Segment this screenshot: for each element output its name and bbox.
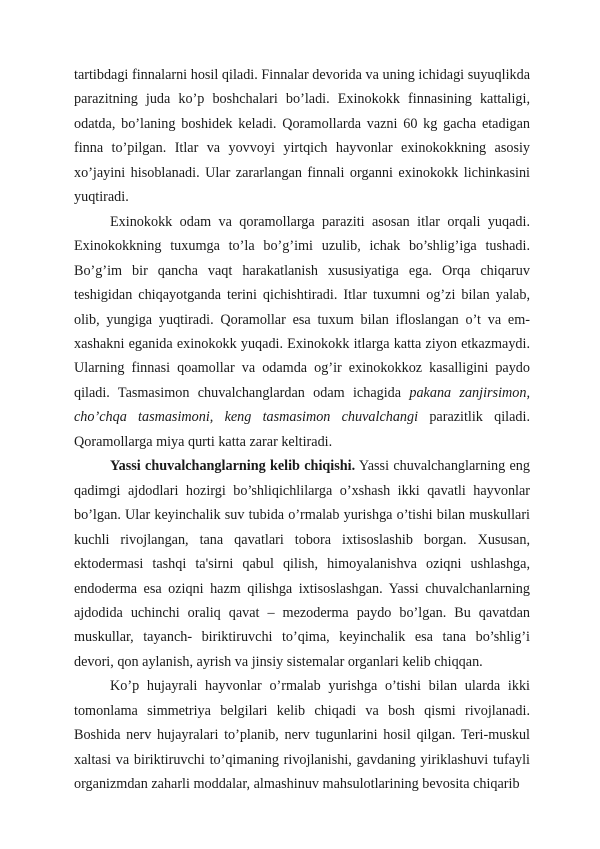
paragraph-3 [74, 454, 530, 674]
paragraph-2-text: Exinokokk odam va qoramollarga paraziti asosan itlar orqali yuqadi. Exinokokkning tuxumga to’la bo’g’imi uzulib, ichak bo’shlig’iga tushadi. Bo’g’im bir qancha vaqt harakatlanish xususiyatiga ega. Orqa chiqaruv teshigidan chiqayotganda terini qichishtiradi. Itlar tuxumni og’zi bilan yalab, olib, yungiga yuqtiradi. Qoramollar esa tuxum bilan ifloslangan o’t va em-xashakni eganida exinokokk yuqadi. Exinokokk itlarga katta ziyon etkazmaydi. Ularning finnasi qoamollar va odamda og’ir exinokokkoz kasalligini paydo qiladi. Tasmasimon chuvalchanglardan odam ichagida [74, 213, 530, 401]
paragraph-2 [74, 210, 530, 455]
section-heading: Yassi chuvalchanglarning kelib chiqishi. [110, 458, 356, 475]
document-page [74, 63, 530, 797]
paragraph-4: Ko’p hujayrali hayvonlar o’rmalab yurishga o’tishi bilan ularda ikki tomonlama simmetriya belgilari kelib chiqadi va bosh qismi rivojlanadi. Boshida nerv hujayralari to’planib, nerv tugunlarini hosil qilgan. Teri-muskul xaltasi va biriktiruvchi to’qimaning rivojlanishi, gavdaning yiriklashuvi tufayli organizmdan zaharli moddalar, almashinuv mahsulotlarining bevosita chiqarib [74, 678, 530, 793]
paragraph-1: tartibdagi finnalarni hosil qiladi. Finnalar devorida va uning ichidagi suyuqlikda parazitning juda ko’p boshchalari bo’ladi. Exinokokk finnasining kattaligi, odatda, bo’laning boshidek keladi. Qoramollarda vazni 60 kg gacha etadigan finna to’pilgan. Itlar va yovvoyi yirtqich hayvonlar exinokokkning asosiy xo’jayini hisoblanadi. Ular zararlangan finnali organni exinokokk lichinkasini yuqtiradi. [74, 67, 530, 206]
paragraph-2-end: parazitlik qiladi. Qoramollarga miya qurti katta zarar keltiradi. [74, 409, 530, 450]
paragraph-3-text: Yassi chuvalchanglarning eng qadimgi ajdodlari hozirgi bo’shliqichlilarga o’xshash ikki qavatli hayvonlar bo’lgan. Ular keyinchalik suv tubida o’rmalab yurishga o’tishi bilan muskullari kuchli rivojlangan, tana qavatlari tobora ixtisoslashib borgan. Xususan, ektodermasi tashqi ta'sirni qabul qilish, himoyalanishva oziqni ushlashga, endoderma esa oziqni hazm qilishga ixtisoslashgan. Yassi chuvalchanlarning ajdodida uchinchi oraliq qavat – mezoderma paydo bo’lgan. Bu qavatdan muskullar, tayanch- biriktiruvchi to’qima, keyinchalik esa tana bo’shlig’i devori, qon aylanish, ayrish va jinsiy sistemalar organlari kelib chiqqan. [74, 458, 530, 670]
paragraph-2-italic-terms: pakana zanjirsimon, cho’chqa tasmasimoni, keng tasmasimon chuvalchangi [74, 384, 530, 426]
